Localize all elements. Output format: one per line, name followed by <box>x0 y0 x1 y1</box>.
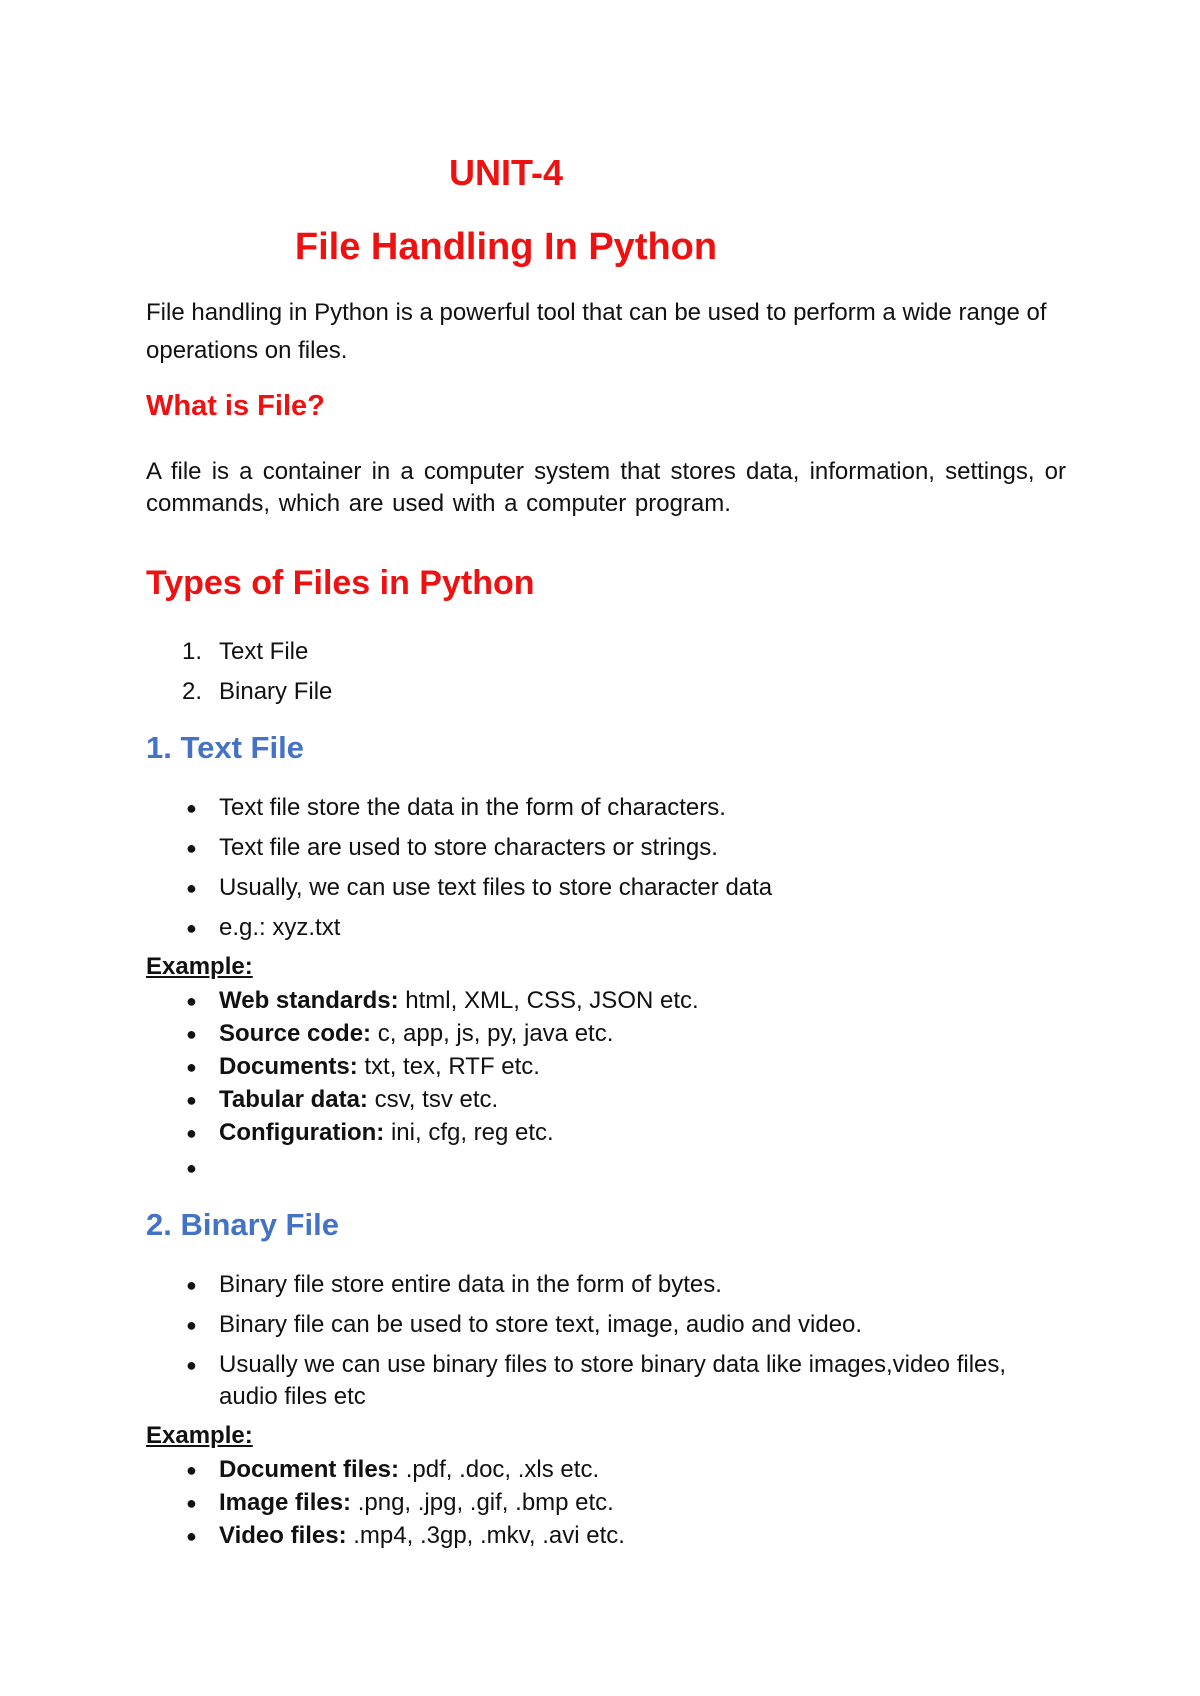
list-item-text: Text file are used to store characters or strings. <box>219 834 718 861</box>
list-item-text: Text File <box>219 638 309 665</box>
unit-label: UNIT-4 <box>448 152 563 193</box>
list-item-text: Binary file store entire data in the form of bytes. <box>219 1271 722 1298</box>
example-key: Image files: <box>219 1489 352 1516</box>
list-item-text <box>219 986 699 1016</box>
bullet-icon: ● <box>186 1315 197 1335</box>
list-item-text: Usually we can use binary files to store binary data like images,video files, <box>219 1351 1007 1378</box>
list-item-text: Binary File <box>219 678 333 705</box>
list-item-text <box>219 1019 613 1049</box>
binary-file-heading: 2. Binary File <box>146 1207 339 1242</box>
bullet-icon: ● <box>186 918 197 938</box>
types-heading: Types of Files in Python <box>146 564 535 602</box>
bullet-icon: ● <box>186 991 197 1011</box>
example-key: Video files: <box>219 1522 347 1549</box>
bullet-icon: ● <box>186 1526 197 1546</box>
example-key: Tabular data: <box>219 1086 368 1113</box>
list-item-text: e.g.: xyz.txt <box>219 914 341 941</box>
what-is-file-heading: What is File? <box>146 390 325 422</box>
bullet-icon: ● <box>186 1493 197 1513</box>
example-key: Document files: <box>219 1456 400 1483</box>
bullet-icon: ● <box>186 1275 197 1295</box>
list-item-text <box>219 1455 599 1485</box>
list-item-text <box>219 1085 498 1115</box>
list-item-text: audio files etc <box>219 1383 366 1410</box>
list-item-text: Text file store the data in the form of characters. <box>219 794 726 821</box>
example-key: Configuration: <box>219 1119 385 1146</box>
bullet-icon: ● <box>186 878 197 898</box>
example-label: Example: <box>146 953 253 980</box>
bullet-icon: ● <box>186 1090 197 1110</box>
list-item-text <box>219 1118 554 1148</box>
example-value: .pdf, .doc, .xls etc. <box>399 1456 600 1483</box>
intro-paragraph: File handling in Python is a powerful tool that can be used to perform a wide range of operations on files. <box>146 299 1047 364</box>
example-key: Web standards: <box>219 987 399 1014</box>
list-number: 2. <box>182 678 203 705</box>
bullet-icon: ● <box>186 1123 197 1143</box>
bullet-icon: ● <box>186 1460 197 1480</box>
list-number: 1. <box>182 638 203 665</box>
text-file-heading: 1. Text File <box>146 730 304 765</box>
example-value: c, app, js, py, java etc. <box>371 1020 614 1047</box>
bullet-icon: ● <box>186 1057 197 1077</box>
bullet-icon: ● <box>186 838 197 858</box>
list-item-text <box>219 1488 614 1518</box>
example-value: txt, tex, RTF etc. <box>357 1053 540 1080</box>
bullet-icon: ● <box>186 1024 197 1044</box>
list-item-text <box>219 1052 540 1082</box>
example-value: html, XML, CSS, JSON etc. <box>398 987 699 1014</box>
example-value: .png, .jpg, .gif, .bmp etc. <box>351 1489 614 1516</box>
example-key: Source code: <box>219 1020 372 1047</box>
example-value: ini, cfg, reg etc. <box>384 1119 554 1146</box>
example-value: .mp4, .3gp, .mkv, .avi etc. <box>346 1522 625 1549</box>
what-is-file-paragraph: A file is a container in a computer system that stores data, information, settings, or commands, which are used with a computer program. <box>146 458 1066 517</box>
list-item-text <box>219 1521 625 1551</box>
list-item-text: Binary file can be used to store text, image, audio and video. <box>219 1311 863 1338</box>
bullet-icon: ● <box>186 798 197 818</box>
list-item-text: Usually, we can use text files to store character data <box>219 874 773 901</box>
example-label: Example: <box>146 1422 253 1449</box>
example-value: csv, tsv etc. <box>367 1086 499 1113</box>
example-key: Documents: <box>219 1053 358 1080</box>
bullet-icon: ● <box>186 1158 197 1178</box>
page-title: File Handling In Python <box>294 226 718 268</box>
bullet-icon: ● <box>186 1355 197 1375</box>
